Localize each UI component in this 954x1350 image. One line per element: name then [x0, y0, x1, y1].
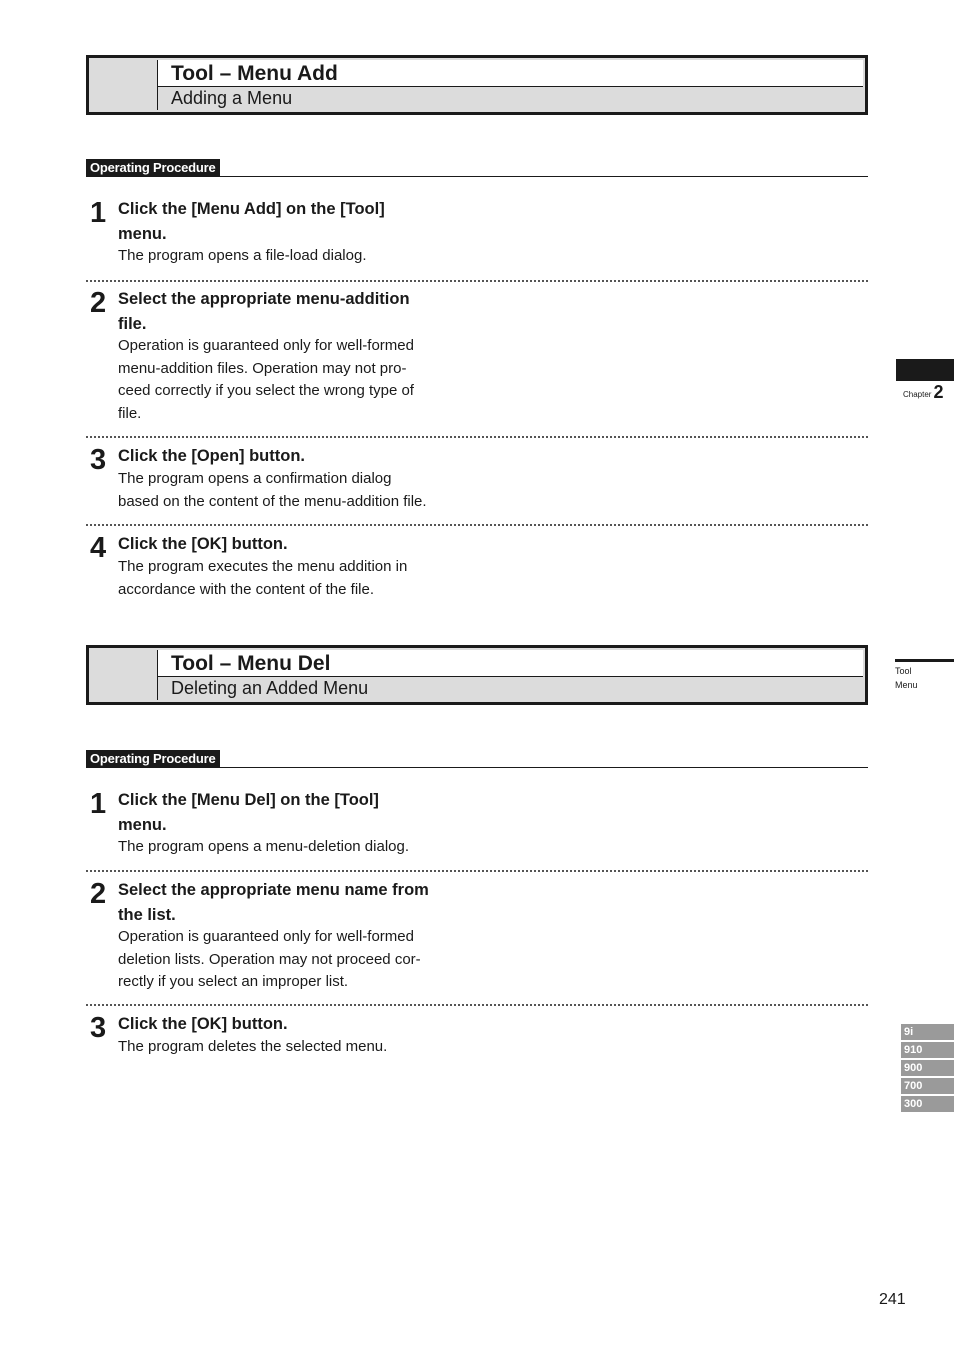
step-divider: [86, 870, 868, 872]
step-number: 2: [90, 287, 106, 319]
chapter-tab: [896, 359, 954, 381]
procedure-rule: [86, 767, 868, 768]
chapter-label: Chapter 2: [903, 382, 944, 402]
step-number: 1: [90, 788, 106, 820]
step-title: Click the [Menu Del] on the [Tool] menu.: [118, 791, 379, 834]
step-divider: [86, 1004, 868, 1006]
section-header-menu-add: [86, 55, 868, 115]
step-title: Select the appropriate menu-addition file.: [118, 290, 410, 333]
step-number: 1: [90, 197, 106, 229]
step-divider: [86, 436, 868, 438]
section-subtitle: Deleting an Added Menu: [158, 677, 863, 700]
section-title: Tool – Menu Del: [158, 650, 863, 677]
model-list: [901, 1024, 954, 1114]
section-header-menu-del: [86, 645, 868, 705]
chapter-number: 2: [933, 382, 944, 402]
step-number: 2: [90, 878, 106, 910]
topic-label: Tool Menu: [895, 666, 918, 690]
operating-procedure-label: Operating Procedure: [86, 750, 220, 767]
model-badge: 700: [901, 1078, 954, 1094]
model-badge: 9i: [901, 1024, 954, 1040]
procedure-rule: [86, 176, 868, 177]
topic-rule: [895, 659, 954, 662]
step-title: Click the [OK] button.: [118, 535, 288, 553]
step-number: 3: [90, 1012, 106, 1044]
step-divider: [86, 280, 868, 282]
section-title: Tool – Menu Add: [158, 60, 863, 87]
step-description: The program opens a confirmation dialog based on the content of the menu-addition file.: [118, 470, 427, 510]
step-description: The program opens a file-load dialog.: [118, 247, 367, 264]
step-title: Click the [Open] button.: [118, 447, 305, 465]
step-description: Operation is guaranteed only for well-formed menu-addition files. Operation may not pro- ceed correctly if you select the wrong type of file.: [118, 337, 414, 422]
step-description: The program deletes the selected menu.: [118, 1038, 388, 1055]
page-number: 241: [879, 1291, 906, 1308]
step-description: The program executes the menu addition in accordance with the content of the file.: [118, 558, 408, 598]
model-badge: 300: [901, 1096, 954, 1112]
step-description: Operation is guaranteed only for well-formed deletion lists. Operation may not proceed cor- rectly if you select an improper list.: [118, 928, 421, 990]
model-badge: 900: [901, 1060, 954, 1076]
operating-procedure-label: Operating Procedure: [86, 159, 220, 176]
model-badge: 910: [901, 1042, 954, 1058]
step-divider: [86, 524, 868, 526]
step-number: 3: [90, 444, 106, 476]
step-number: 4: [90, 532, 106, 564]
step-title: Select the appropriate menu name from the list.: [118, 881, 429, 924]
section-subtitle: Adding a Menu: [158, 87, 863, 110]
step-description: The program opens a menu-deletion dialog.: [118, 838, 410, 855]
step-title: Click the [Menu Add] on the [Tool] menu.: [118, 200, 385, 243]
step-title: Click the [OK] button.: [118, 1015, 288, 1033]
